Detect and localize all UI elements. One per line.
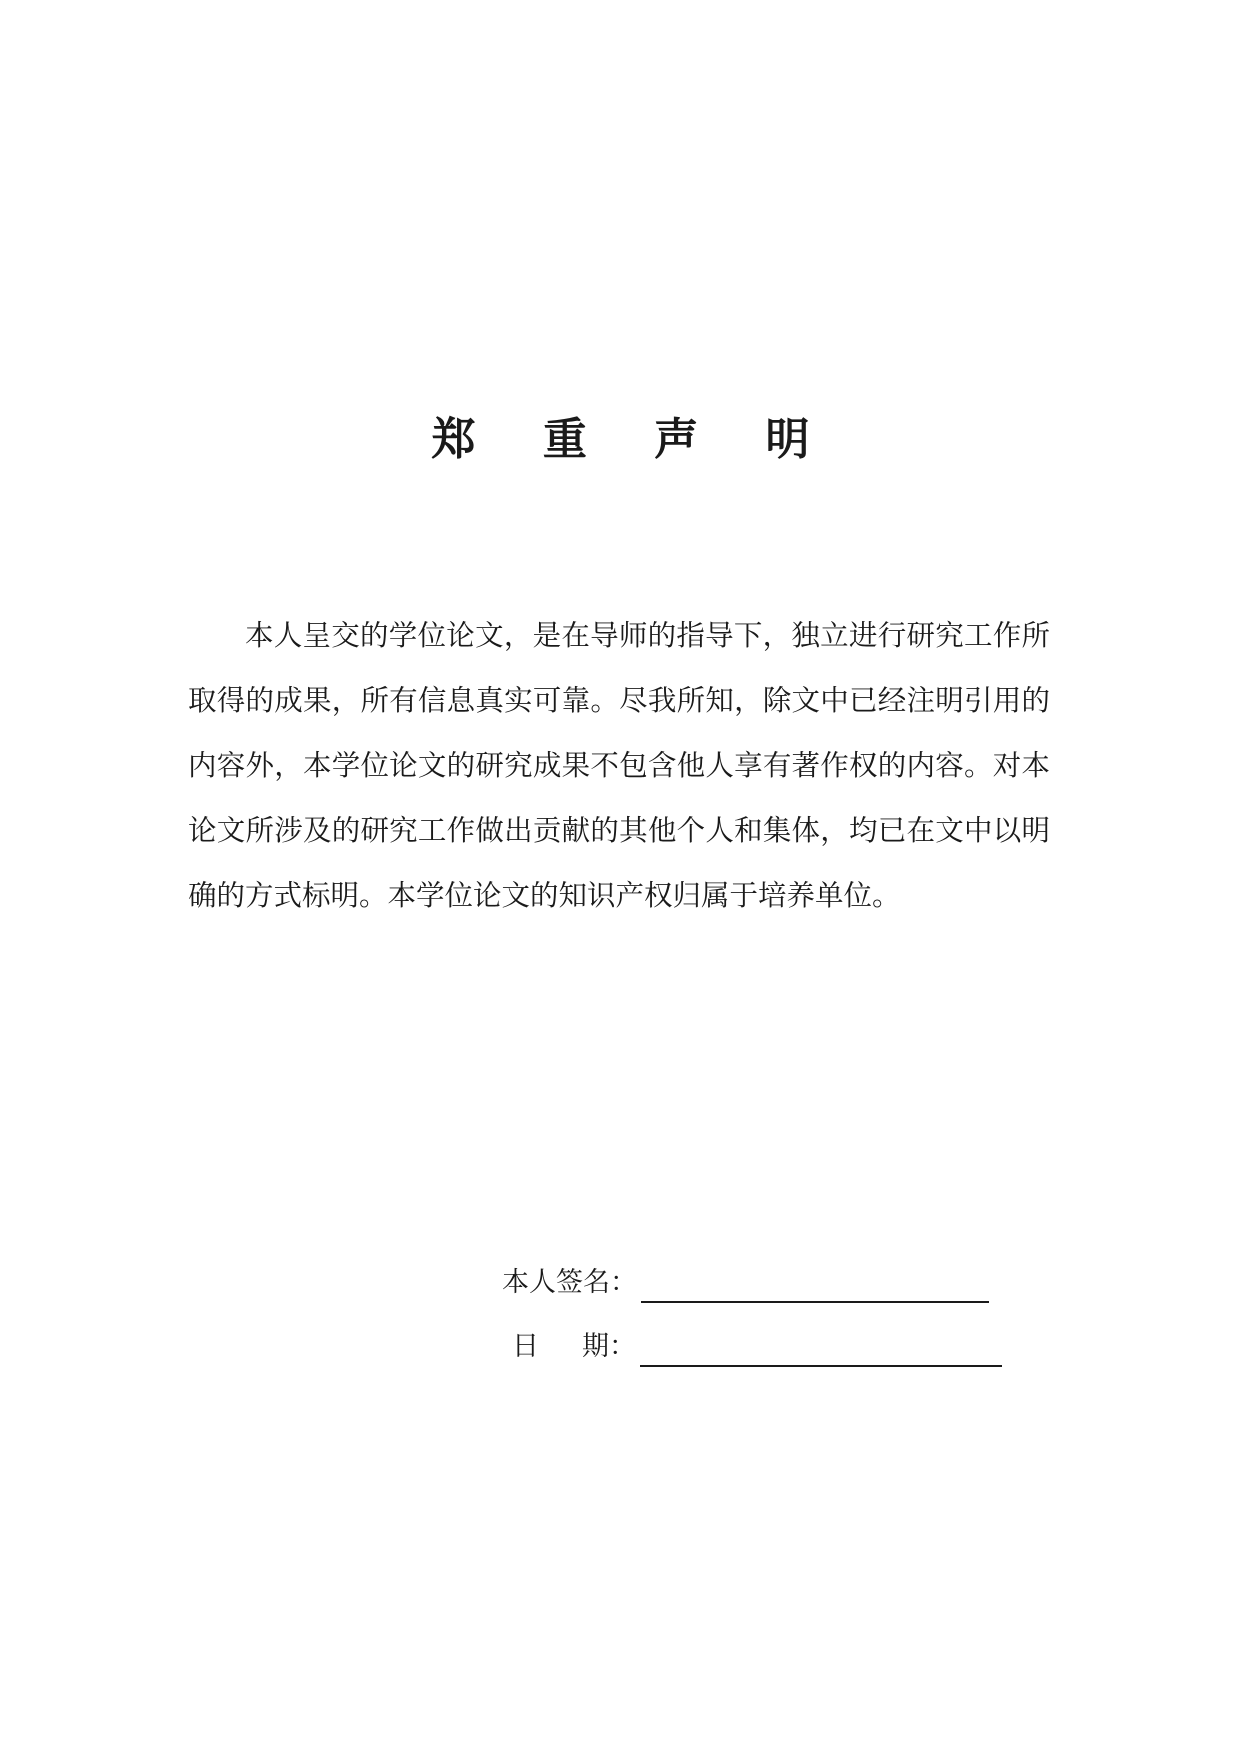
- declaration-line-1: 本人呈交的学位论文，是在导师的指导下，独立进行研究工作所: [245, 619, 1050, 652]
- page-title: 郑 重 声 明: [431, 414, 836, 465]
- signature-row: [502, 1263, 989, 1303]
- date-row: [512, 1327, 1002, 1367]
- date-label-char2: 期：: [582, 1331, 636, 1362]
- declaration-line-4: 论文所涉及的研究工作做出贡献的其他个人和集体，均已在文中以明: [188, 814, 1050, 847]
- declaration-line-3: 内容外，本学位论文的研究成果不包含他人享有著作权的内容。对本: [188, 749, 1050, 782]
- declaration-line-2: 取得的成果，所有信息真实可靠。尽我所知，除文中已经注明引用的: [188, 684, 1050, 717]
- date-label-char1: 日: [512, 1331, 539, 1362]
- declaration-text: [188, 611, 1050, 936]
- declaration-line-5: 确的方式标明。本学位论文的知识产权归属于培养单位。: [188, 879, 901, 912]
- signature-field[interactable]: [641, 1287, 989, 1303]
- date-label: [512, 1327, 638, 1367]
- date-field[interactable]: [640, 1351, 1002, 1367]
- signature-label: 本人签名：: [502, 1267, 637, 1298]
